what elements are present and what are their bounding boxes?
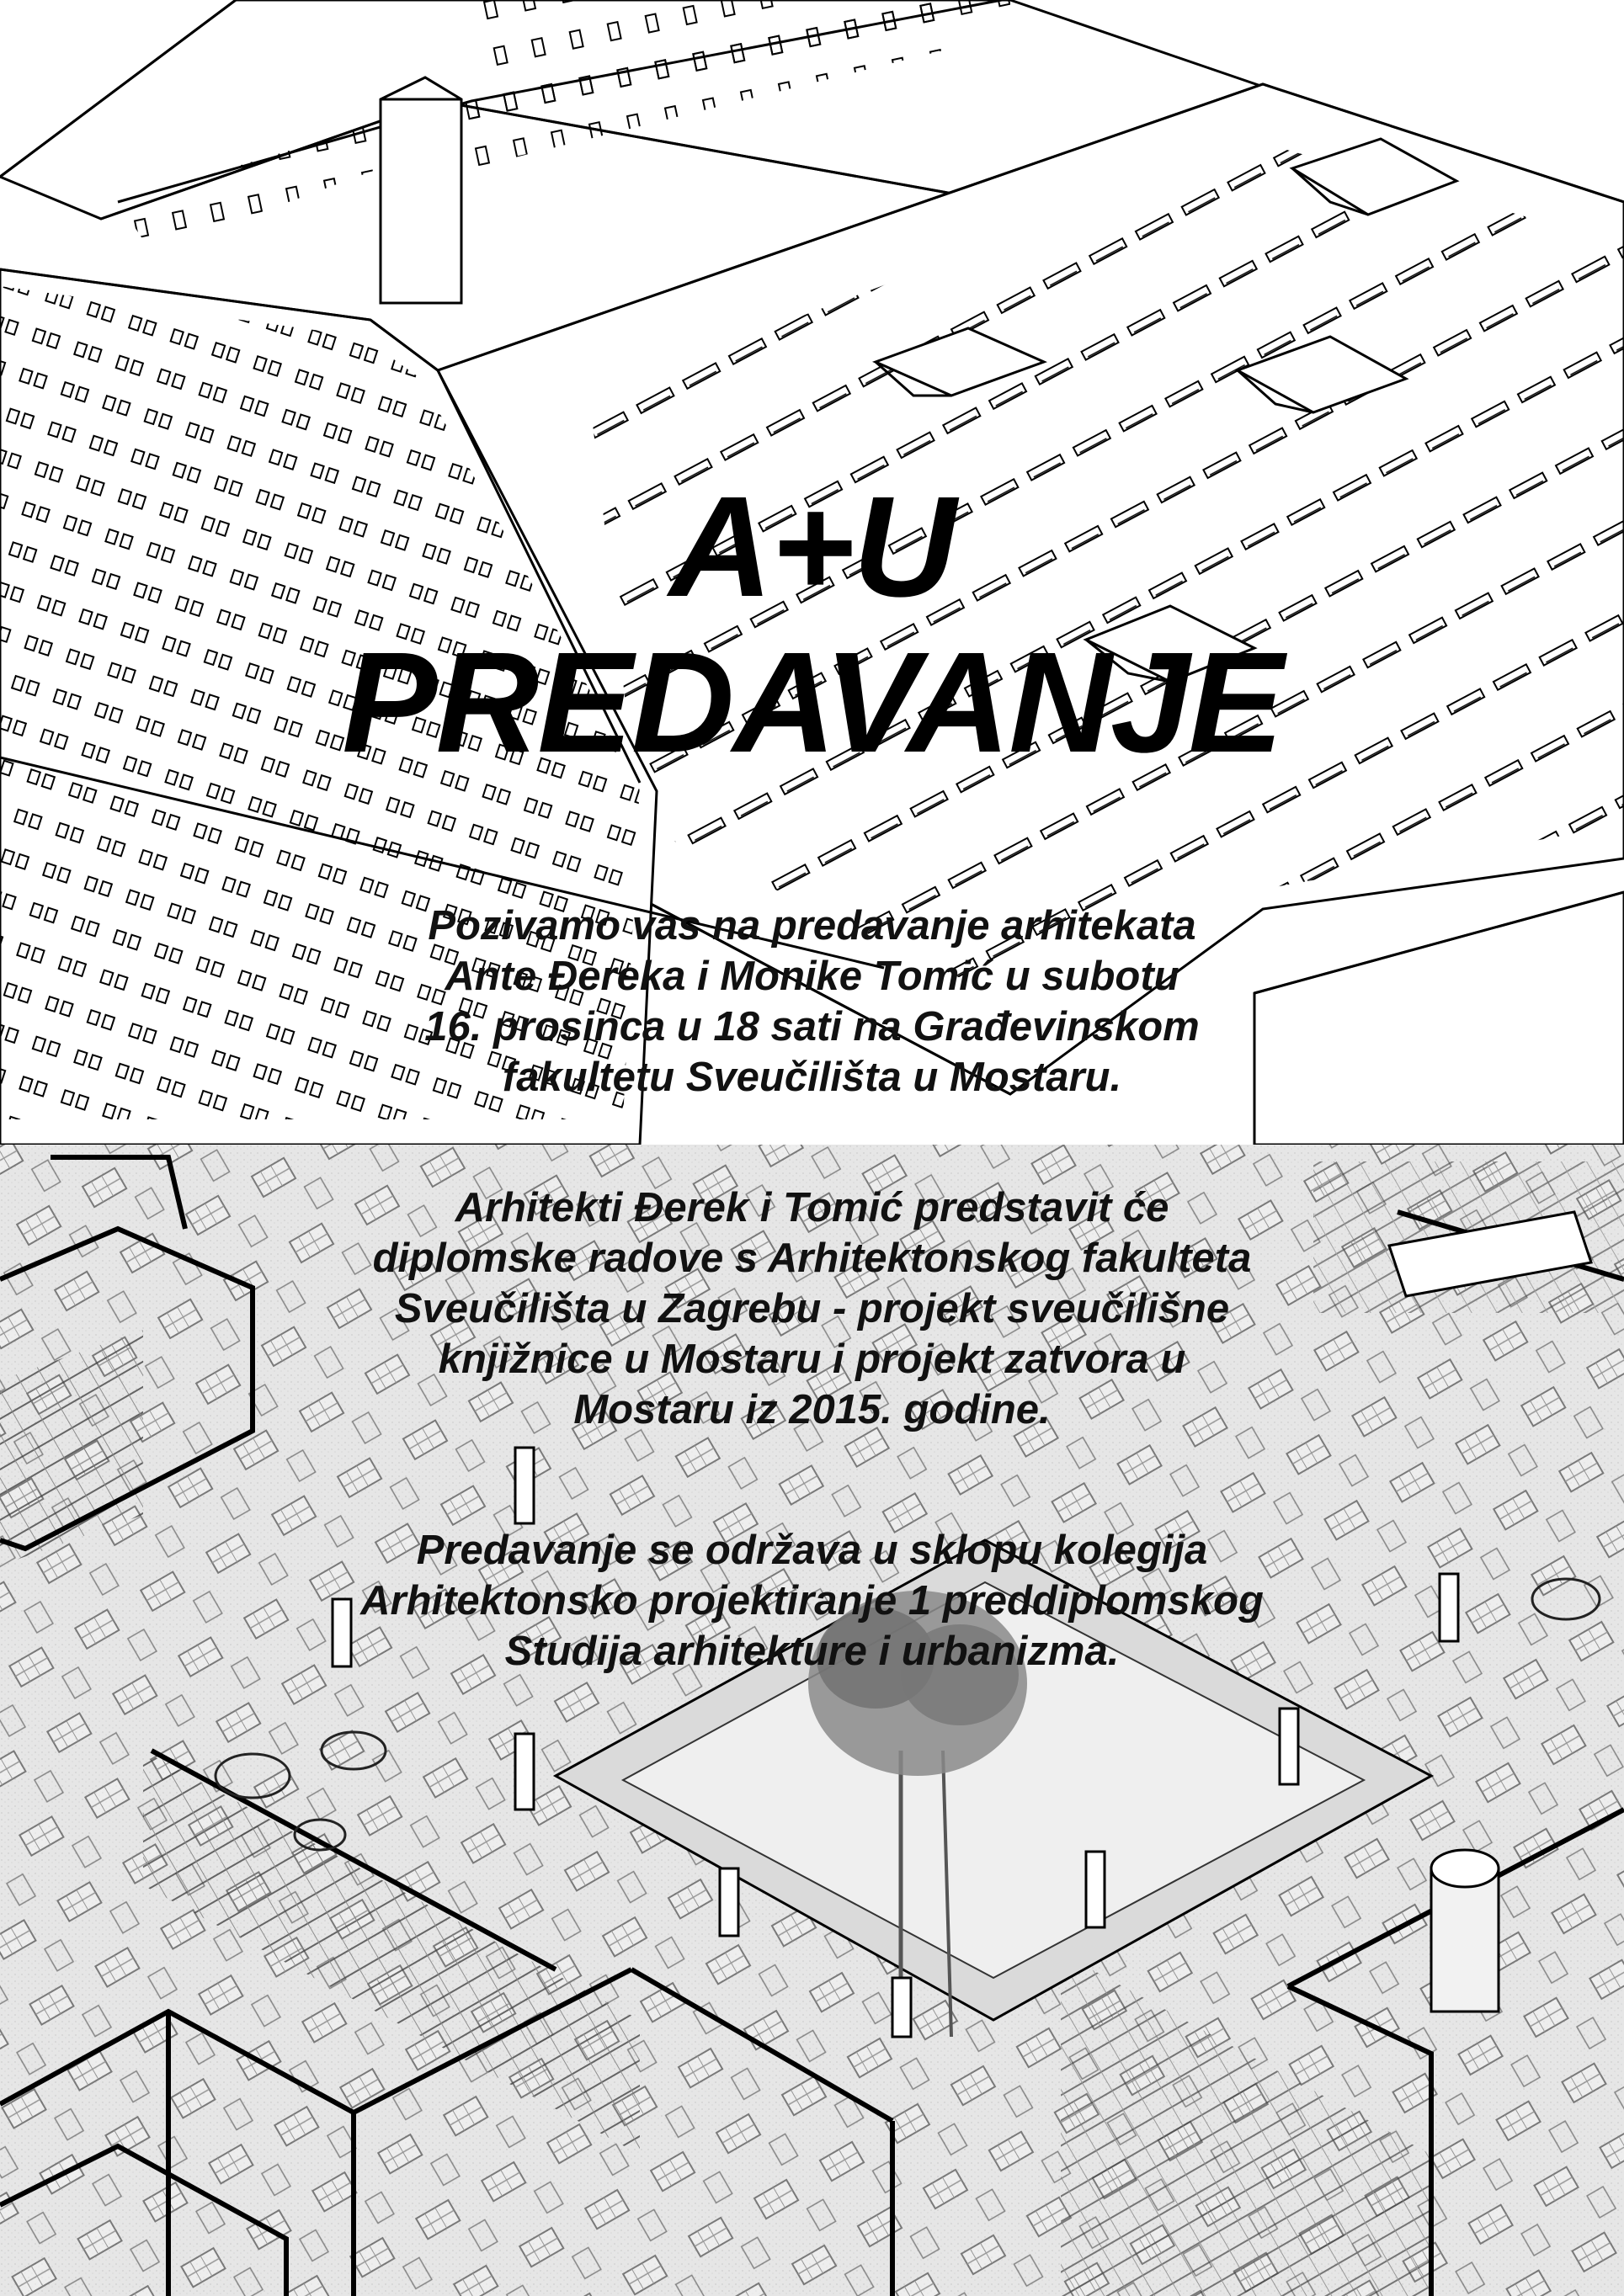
projects-paragraph bbox=[202, 1183, 1422, 1435]
cylinder-stair-core bbox=[1431, 1850, 1499, 2012]
title-line-2: PREDAVANJE bbox=[342, 623, 1282, 783]
poster-title bbox=[0, 467, 1624, 783]
paragraph-line: Studija arhitekture i urbanizma. bbox=[504, 1629, 1120, 1674]
paragraph-line: knjižnice u Mostaru i projekt zatvora u bbox=[438, 1337, 1186, 1382]
paragraph-line: fakultetu Sveučilišta u Mostaru. bbox=[502, 1055, 1122, 1100]
paragraph-line: Arhitektonsko projektiranje 1 preddiplomskog bbox=[360, 1578, 1264, 1624]
paragraph-line: Sveučilišta u Zagrebu - projekt sveučilišne bbox=[394, 1286, 1230, 1331]
paragraph-line: Arhitekti Đerek i Tomić predstavit će bbox=[455, 1185, 1169, 1230]
paragraph-line: Pozivamo vas na predavanje arhitekata bbox=[428, 903, 1196, 949]
paragraph-line: diplomske radove s Arhitektonskog fakulteta bbox=[372, 1236, 1252, 1281]
paragraph-line: 16. prosinca u 18 sati na Građevinskom bbox=[424, 1004, 1200, 1050]
paragraph-line: Ante Đereka i Monike Tomić u subotu bbox=[445, 954, 1179, 999]
title-line-1: A+U bbox=[669, 467, 955, 627]
course-paragraph bbox=[202, 1525, 1422, 1677]
paragraph-line: Predavanje se održava u sklopu kolegija bbox=[416, 1528, 1208, 1573]
invitation-paragraph bbox=[202, 901, 1422, 1103]
paragraph-line: Mostaru iz 2015. godine. bbox=[573, 1387, 1051, 1432]
